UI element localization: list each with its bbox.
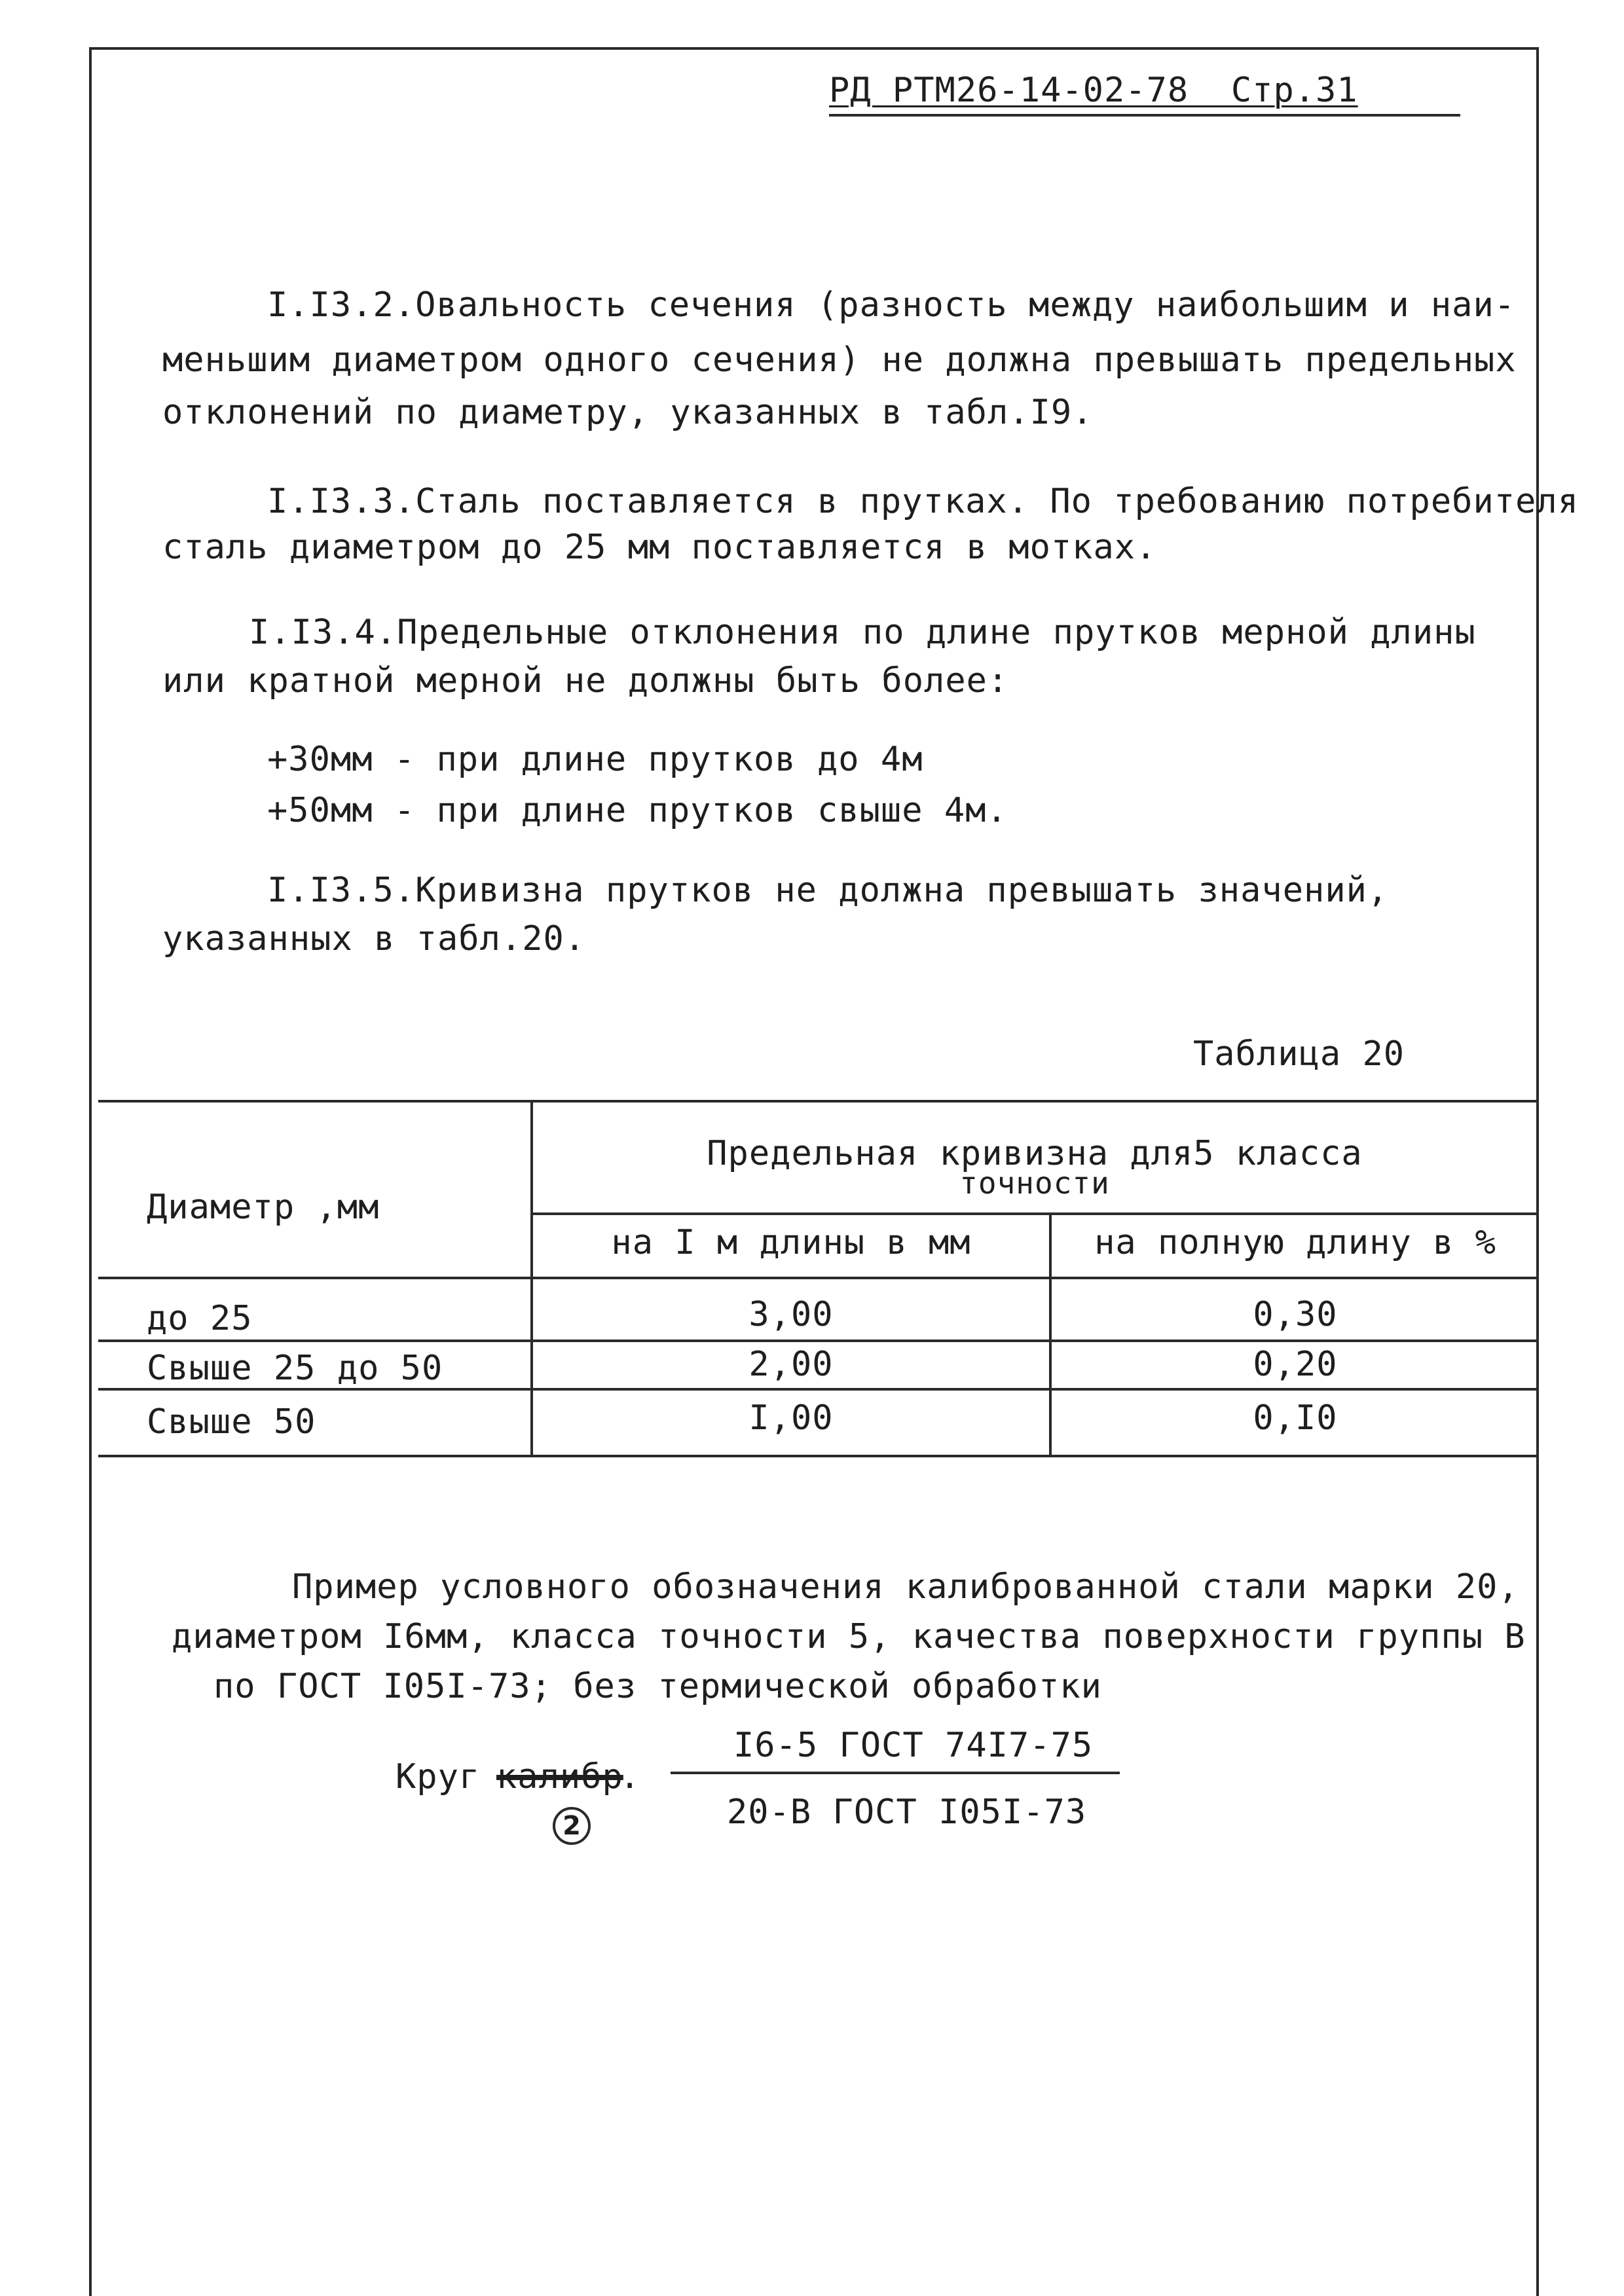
para-3-line-2: или кратной мерной не должны быть более: bbox=[162, 661, 1009, 701]
designation-numerator: I6-5 ГОСТ 74I7-75 bbox=[733, 1726, 1094, 1765]
table-group-header-line-1: Предельная кривизна для5 класса bbox=[707, 1134, 1363, 1173]
designation-denominator: 20-В ГОСТ I05I-73 bbox=[727, 1793, 1087, 1832]
table-group-header-line-2: точности bbox=[959, 1165, 1110, 1201]
table-header-diameter: Диаметр ,мм bbox=[147, 1188, 380, 1227]
table-cell-diameter: Свыше 50 bbox=[147, 1402, 316, 1442]
para-4-line-2: указанных в табл.20. bbox=[162, 919, 586, 958]
designation-period: . bbox=[619, 1757, 641, 1796]
document-reference: РД РТМ26-14-02-78 Стр.31 bbox=[829, 71, 1358, 110]
para-1-line-1: I.I3.2.Овальность сечения (разность между наибольшим и наи- bbox=[267, 285, 1516, 325]
table-cell-diameter: Свыше 25 до 50 bbox=[147, 1349, 443, 1388]
table-cell-full-length: 0,20 bbox=[1253, 1345, 1338, 1384]
table-row-divider-1 bbox=[98, 1339, 1539, 1342]
designation-prefix: Круг bbox=[396, 1757, 481, 1796]
header-underline bbox=[829, 114, 1460, 117]
circled-number: 2 bbox=[563, 1811, 581, 1841]
table-top-border bbox=[98, 1100, 1539, 1102]
para-3-line-4: +50мм - при длине прутков свыше 4м. bbox=[267, 791, 1008, 830]
para-4-line-1: I.I3.5.Кривизна прутков не должна превышать значений, bbox=[267, 871, 1389, 910]
table-cell-full-length: 0,30 bbox=[1253, 1295, 1338, 1334]
example-line-3: по ГОСТ I05I-73; без термической обработки bbox=[213, 1667, 1102, 1706]
designation-struck-word: калибр bbox=[496, 1757, 623, 1796]
table-cell-per-meter: I,00 bbox=[748, 1398, 834, 1438]
example-line-2: диаметром I6мм, класса точности 5, качества поверхности группы В bbox=[172, 1617, 1526, 1656]
table-header-bottom-border bbox=[98, 1277, 1539, 1279]
table-cell-diameter: до 25 bbox=[147, 1299, 253, 1338]
table-cell-per-meter: 3,00 bbox=[748, 1295, 834, 1334]
table-header-full-length: на полную длину в % bbox=[1094, 1223, 1496, 1262]
table-header-per-meter: на I м длины в мм bbox=[611, 1223, 971, 1262]
table-cell-full-length: 0,I0 bbox=[1253, 1398, 1338, 1438]
circled-number-stamp bbox=[553, 1807, 591, 1845]
para-2-line-1: I.I3.3.Сталь поставляется в прутках. По требованию потребителя bbox=[267, 482, 1579, 521]
example-line-1: Пример условного обозначения калиброванной стали марки 20, bbox=[292, 1567, 1519, 1607]
para-3-line-3: +30мм - при длине прутков до 4м bbox=[267, 740, 923, 779]
designation-fraction-line bbox=[671, 1772, 1120, 1774]
para-1-line-3: отклонений по диаметру, указанных в табл.I9. bbox=[162, 393, 1094, 432]
para-2-line-2: сталь диаметром до 25 мм поставляется в мотках. bbox=[162, 528, 1157, 567]
table-subheader-divider bbox=[530, 1212, 1539, 1215]
table-bottom-border bbox=[98, 1455, 1539, 1457]
para-3-line-1: I.I3.4.Предельные отклонения по длине прутков мерной длины bbox=[249, 613, 1476, 652]
table-caption: Таблица 20 bbox=[1193, 1034, 1405, 1074]
table-row-divider-2 bbox=[98, 1388, 1539, 1391]
table-cell-per-meter: 2,00 bbox=[748, 1345, 834, 1384]
para-1-line-2: меньшим диаметром одного сечения) не должна превышать предельных bbox=[162, 340, 1517, 380]
